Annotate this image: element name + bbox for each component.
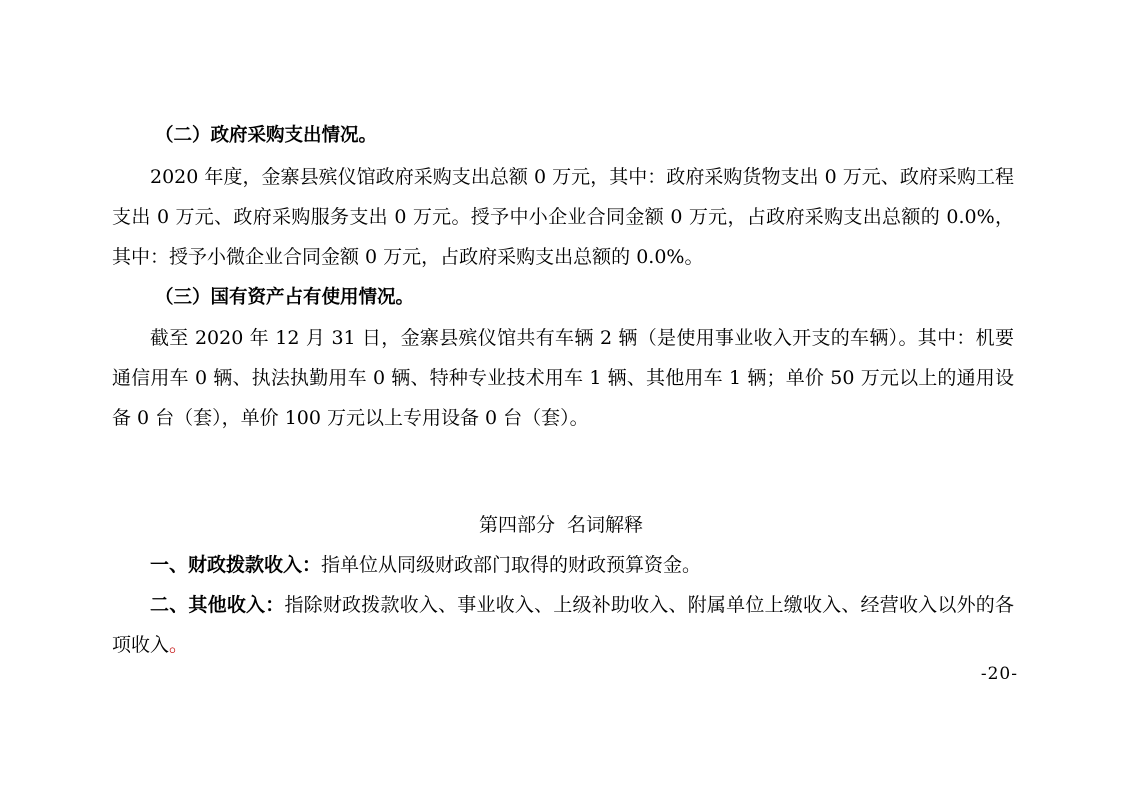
- glossary-definition: 指单位从同级财政部门取得的财政预算资金。: [321, 554, 702, 576]
- paragraph-government-procurement: 2020 年度，金寨县殡仪馆政府采购支出总额 0 万元，其中：政府采购货物支出 0 万元、政府采购工程支出 0 万元、政府采购服务支出 0 万元。授予中小企业合同金额 0 万元，占政府采购支出总额的 0.0%，其中：授予小微企业合同金额 0 万元，占政府采购支出总额的 0.0%。: [112, 166, 1014, 268]
- glossary-term: 二、其他收入：: [150, 594, 285, 616]
- section-body-government-procurement: [112, 157, 1014, 277]
- glossary-definition: 指除财政拨款收入、事业收入、上级补助收入、附属单位上缴收入、经营收入以外的各项收入: [112, 594, 1014, 656]
- glossary-term: 一、财政拨款收入：: [150, 554, 322, 576]
- paragraph-state-assets: 截至 2020 年 12 月 31 日，金寨县殡仪馆共有车辆 2 辆（是使用事业收入开支的车辆）。其中：机要通信用车 0 辆、执法执勤用车 0 辆、特种专业技术用车 1 辆、其他用车 1 辆；单价 50 万元以上的通用设备 0 台（套），单价 100 万元以上专用设备 0 台（套）。: [112, 327, 1014, 429]
- glossary-item: [112, 585, 1014, 665]
- glossary: [112, 545, 1014, 665]
- section-heading-state-assets: （三）国有资产占有使用情况。: [155, 287, 415, 308]
- page-number: -20-: [980, 664, 1018, 684]
- section-heading-government-procurement: （二）政府采购支出情况。: [155, 125, 378, 146]
- glossary-item: [112, 545, 1014, 585]
- section-body-state-assets: [112, 318, 1014, 438]
- glossary-end-mark: 。: [169, 634, 189, 656]
- part-title: 第四部分 名词解释: [478, 514, 644, 536]
